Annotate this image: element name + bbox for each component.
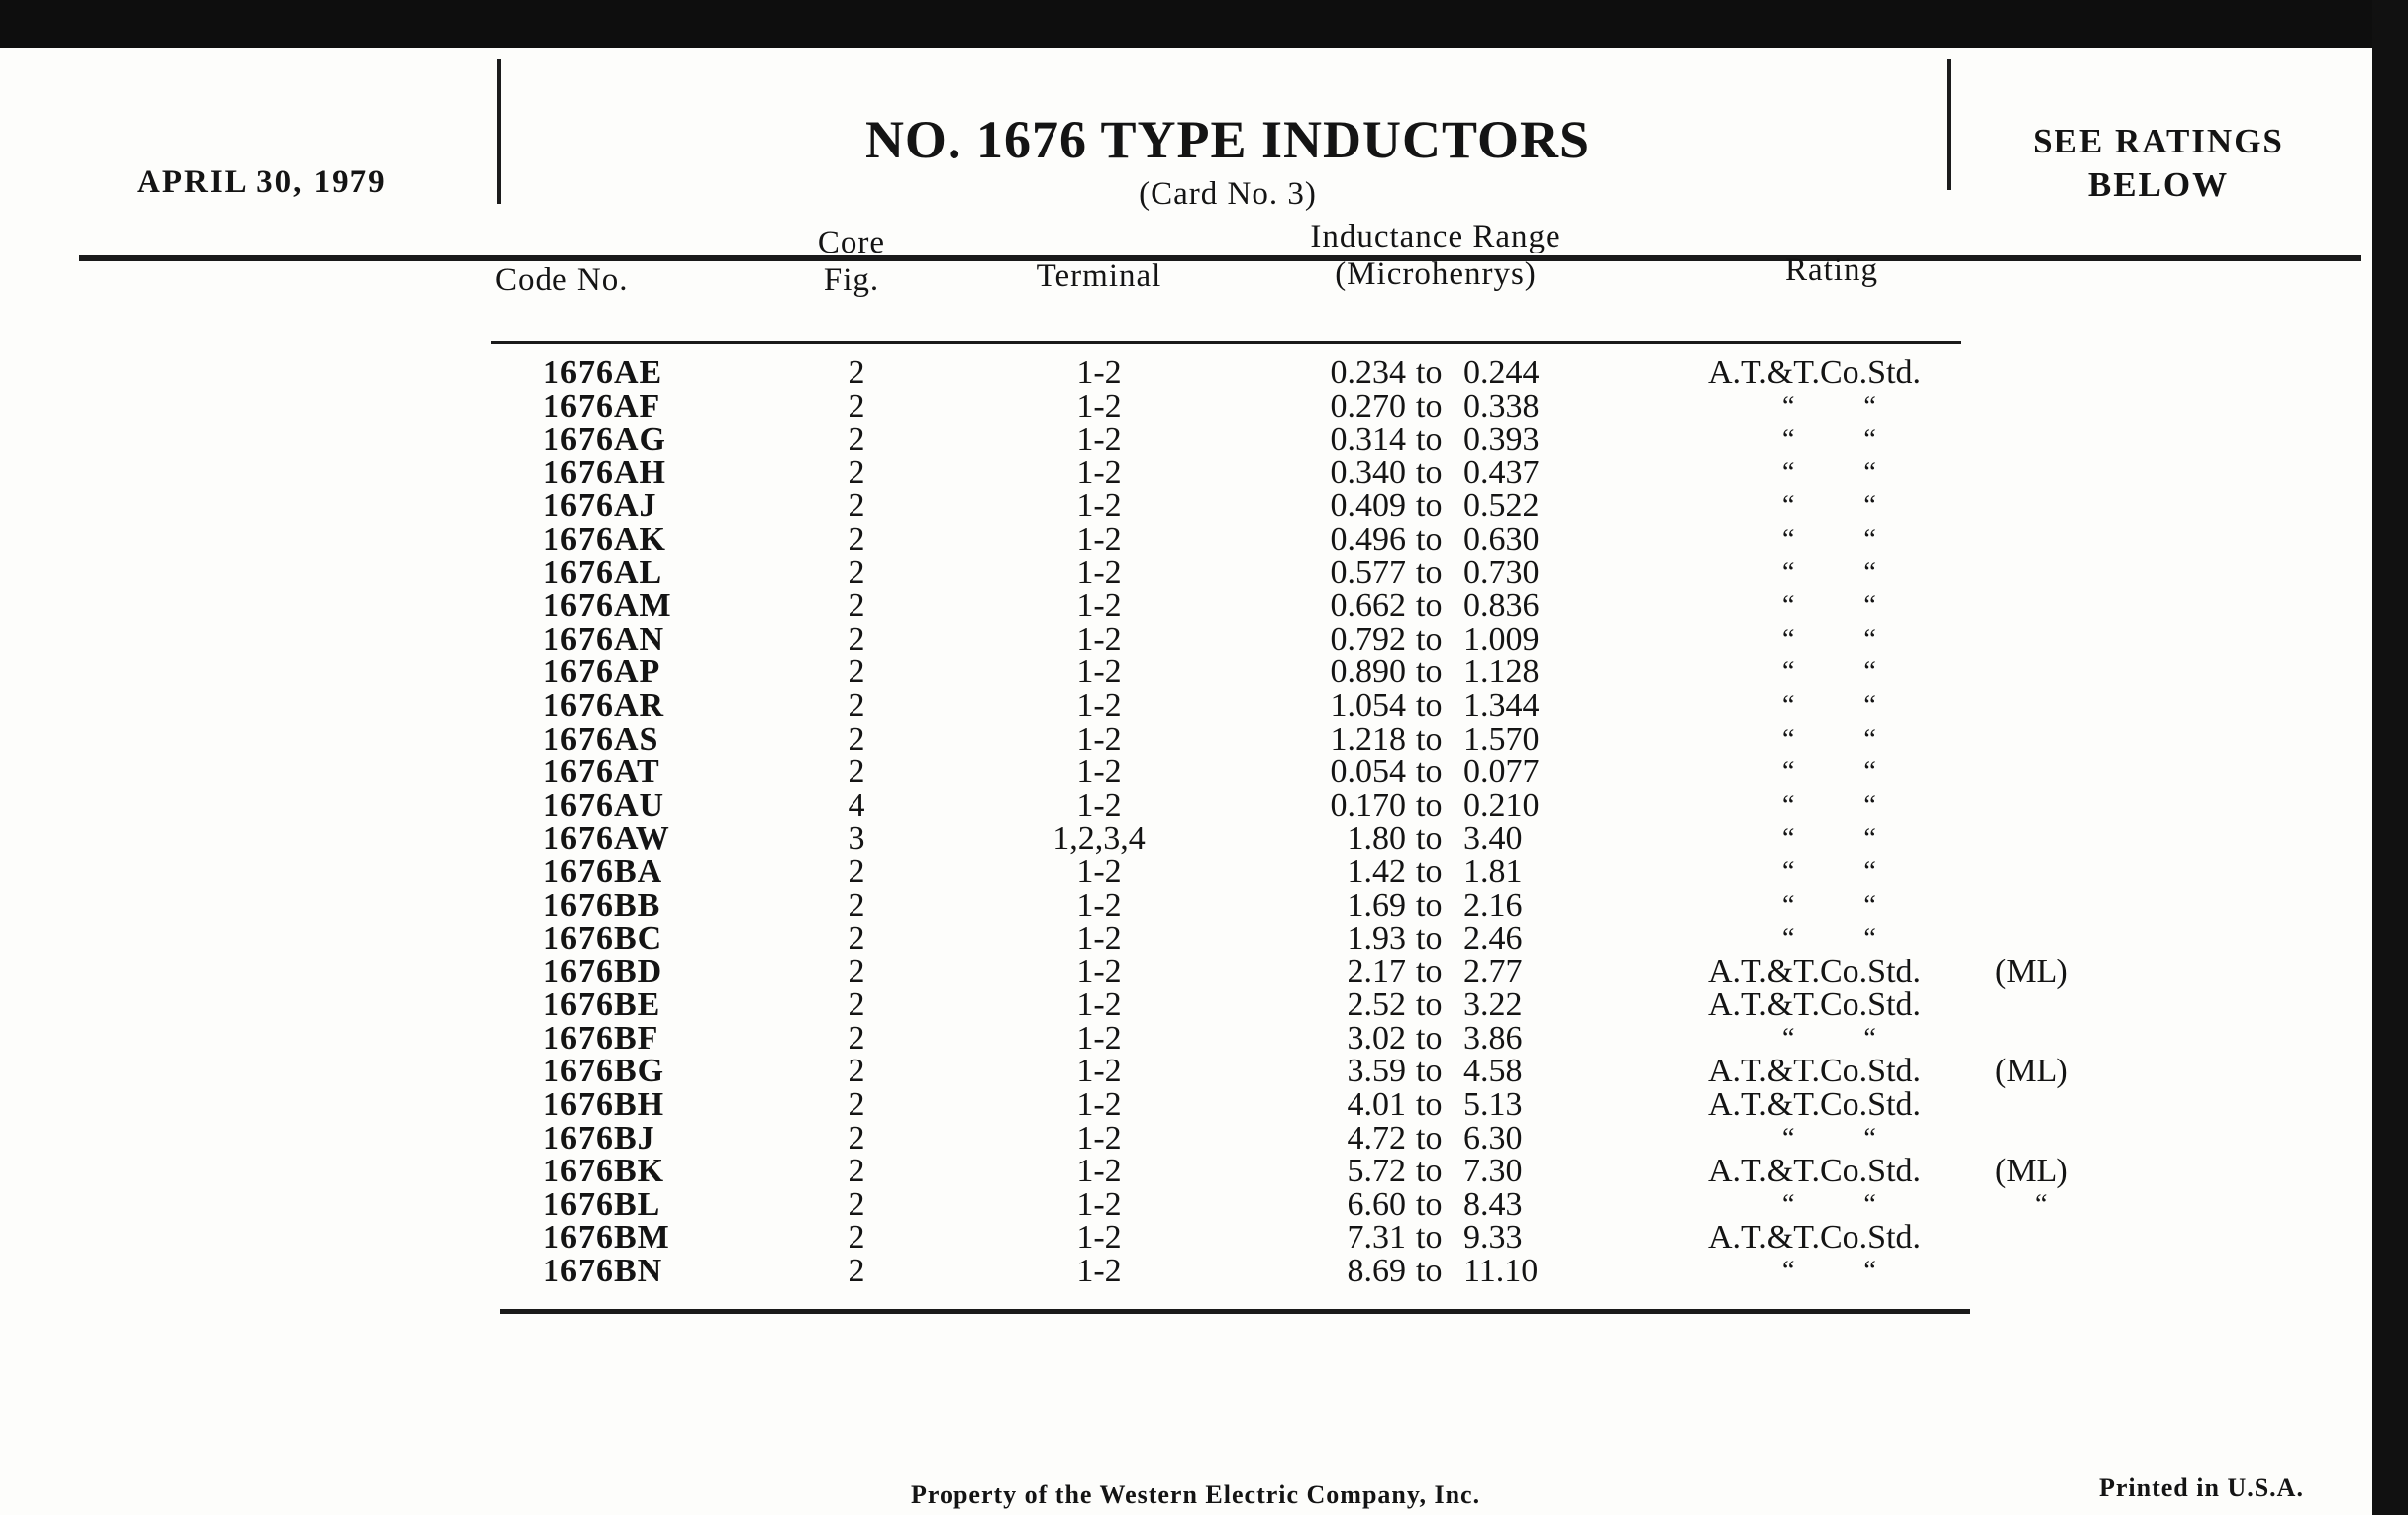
inductance-low-cell: 0.496 [1330,520,1406,557]
rating-cell: A.T.&T.Co.Std. [1708,953,1922,990]
core-fig-cell: 2 [848,953,865,990]
column-header-inductance-line1: Inductance Range [1310,219,1561,254]
table-row [0,387,2372,425]
inductance-to-word: to [1416,1019,1443,1057]
footer-property: Property of the Western Electric Company, Inc. [911,1480,1481,1509]
terminal-cell: 1-2 [1076,720,1122,758]
rating-cell: “ “ [1782,623,1876,655]
table-header-rule [491,341,1961,344]
terminal-cell: 1-2 [1076,853,1122,890]
terminal-cell: 1-2 [1076,1219,1122,1257]
core-fig-cell: 2 [848,1019,865,1057]
rating-cell: “ “ [1782,656,1876,688]
inductance-low-cell: 0.577 [1330,554,1406,591]
inductance-low-cell: 0.409 [1330,487,1406,525]
core-fig-cell: 2 [848,686,865,724]
terminal-cell: 1-2 [1076,986,1122,1024]
code-cell: 1676BF [543,1019,659,1057]
terminal-cell: 1,2,3,4 [1053,820,1146,858]
code-cell: 1676AH [543,454,666,491]
rating-cell: “ “ [1782,523,1876,555]
terminal-cell: 1-2 [1076,1185,1122,1223]
inductance-to-word: to [1416,953,1443,990]
terminal-cell: 1-2 [1076,754,1122,791]
rating-cell: “ “ [1782,1022,1876,1054]
inductance-to-word: to [1416,986,1443,1024]
inductance-high-cell: 2.46 [1463,920,1523,958]
inductance-low-cell: 2.17 [1347,953,1406,990]
inductance-high-cell: 2.77 [1463,953,1523,990]
terminal-cell: 1-2 [1076,886,1122,924]
terminal-cell: 1-2 [1076,1253,1122,1290]
header-divider-right [1947,59,1951,190]
inductance-to-word: to [1416,820,1443,858]
inductance-high-cell: 0.836 [1463,587,1540,625]
terminal-cell: 1-2 [1076,487,1122,525]
rating-cell: “ “ [1782,390,1876,422]
rating-cell: “ “ [1782,923,1876,955]
inductance-high-cell: 9.33 [1463,1219,1523,1257]
core-fig-cell: 2 [848,587,865,625]
inductance-high-cell: 0.210 [1463,786,1540,824]
table-row [0,853,2372,890]
table-row [0,1155,2372,1188]
core-fig-cell: 3 [848,820,865,858]
header-rule [79,255,2361,261]
table-row [0,1119,2372,1157]
column-header-terminal-label: Terminal [1036,258,1162,294]
core-fig-cell: 2 [848,1086,865,1124]
code-cell: 1676AK [543,520,666,557]
table-row [0,589,2372,623]
table-row [0,423,2372,456]
core-fig-cell: 2 [848,454,865,491]
rating-cell: “ “ [1782,723,1876,755]
rating-cell: “ “ [1782,789,1876,821]
rating-cell: A.T.&T.Co.Std. [1708,1053,1922,1090]
inductance-to-word: to [1416,620,1443,657]
terminal-cell: 1-2 [1076,953,1122,990]
inductance-high-cell: 0.244 [1463,354,1540,391]
terminal-cell: 1-2 [1076,1119,1122,1157]
rating-cell: “ “ [1782,556,1876,588]
code-cell: 1676BC [543,920,663,958]
core-fig-cell: 2 [848,720,865,758]
inductance-high-cell: 0.730 [1463,554,1540,591]
terminal-cell: 1-2 [1076,786,1122,824]
terminal-cell: 1-2 [1076,620,1122,657]
inductance-high-cell: 0.077 [1463,754,1540,791]
column-header-code-label: Code No. [495,262,629,298]
table-row [0,886,2372,924]
rating-cell: “ “ [1782,490,1876,522]
core-fig-cell: 2 [848,920,865,958]
rating-cell: A.T.&T.Co.Std. [1708,354,1922,391]
inductance-to-word: to [1416,487,1443,525]
inductance-high-cell: 4.58 [1463,1053,1523,1090]
core-fig-cell: 2 [848,1153,865,1190]
core-fig-cell: 2 [848,1185,865,1223]
code-cell: 1676AP [543,654,661,691]
terminal-cell: 1-2 [1076,520,1122,557]
rating-cell: “ “ [1782,1188,1876,1220]
ratings-note [1956,120,2361,207]
rating-ml-cell: (ML) [1995,1053,2068,1090]
core-fig-cell: 2 [848,853,865,890]
code-cell: 1676AU [543,786,665,824]
inductance-low-cell: 0.054 [1330,754,1406,791]
table-row [0,556,2372,590]
core-fig-cell: 2 [848,654,865,691]
terminal-cell: 1-2 [1076,1153,1122,1190]
core-fig-cell: 2 [848,986,865,1024]
inductance-to-word: to [1416,520,1443,557]
inductance-low-cell: 4.72 [1347,1119,1406,1157]
core-fig-cell: 4 [848,786,865,824]
table-row [0,922,2372,956]
terminal-cell: 1-2 [1076,387,1122,425]
ratings-note-line2: BELOW [2087,165,2230,204]
column-header-code [495,261,693,299]
inductance-high-cell: 3.22 [1463,986,1523,1024]
inductance-to-word: to [1416,1219,1443,1257]
rating-cell: A.T.&T.Co.Std. [1708,1219,1922,1257]
core-fig-cell: 2 [848,886,865,924]
terminal-cell: 1-2 [1076,554,1122,591]
code-cell: 1676BM [543,1219,670,1257]
inductance-low-cell: 0.314 [1330,421,1406,458]
inductance-to-word: to [1416,920,1443,958]
core-fig-cell: 2 [848,520,865,557]
inductance-low-cell: 1.218 [1330,720,1406,758]
inductor-table-body [0,356,2372,1288]
inductance-low-cell: 6.60 [1347,1185,1406,1223]
table-row [0,1185,2372,1223]
terminal-cell: 1-2 [1076,654,1122,691]
terminal-cell: 1-2 [1076,587,1122,625]
inductance-high-cell: 1.81 [1463,853,1523,890]
footer-printed: Printed in U.S.A. [2099,1473,2304,1502]
inductance-high-cell: 3.86 [1463,1019,1523,1057]
code-cell: 1676BB [543,886,661,924]
terminal-cell: 1-2 [1076,421,1122,458]
inductance-high-cell: 8.43 [1463,1185,1523,1223]
inductance-low-cell: 4.01 [1347,1086,1406,1124]
scan-edge [2372,0,2408,1515]
inductance-low-cell: 1.69 [1347,886,1406,924]
inductance-low-cell: 1.42 [1347,853,1406,890]
inductance-low-cell: 5.72 [1347,1153,1406,1190]
inductance-high-cell: 1.344 [1463,686,1540,724]
table-row [0,356,2372,390]
table-row [0,1255,2372,1288]
rating-cell: A.T.&T.Co.Std. [1708,1086,1922,1124]
rating-cell: “ “ [1782,424,1876,455]
rating-cell: “ “ [1782,590,1876,622]
rating-cell: “ “ [1782,823,1876,855]
inductance-low-cell: 1.80 [1347,820,1406,858]
column-header-rating-label: Rating [1785,252,1878,288]
table-row [0,822,2372,856]
code-cell: 1676BH [543,1086,665,1124]
column-header-core-line2: Fig. [823,262,880,298]
inductance-to-word: to [1416,686,1443,724]
table-row [0,620,2372,657]
table-row [0,489,2372,523]
inductance-low-cell: 3.02 [1347,1019,1406,1057]
inductance-to-word: to [1416,654,1443,691]
rating-cell: “ “ [1782,856,1876,887]
rating-cell: “ “ [1782,456,1876,488]
table-bottom-rule [500,1309,1970,1314]
inductance-high-cell: 0.393 [1463,421,1540,458]
column-header-core-line1: Core [817,225,886,260]
inductance-to-word: to [1416,1253,1443,1290]
rating-cell: “ “ [1782,889,1876,921]
inductance-high-cell: 1.570 [1463,720,1540,758]
terminal-cell: 1-2 [1076,1086,1122,1124]
terminal-cell: 1-2 [1076,354,1122,391]
code-cell: 1676BD [543,953,663,990]
core-fig-cell: 2 [848,421,865,458]
table-row [0,686,2372,724]
table-row [0,456,2372,490]
table-row [0,1088,2372,1122]
code-cell: 1676BG [543,1053,665,1090]
document-title-block [505,109,1951,213]
inductance-low-cell: 3.59 [1347,1053,1406,1090]
ratings-note-line1: SEE RATINGS [2033,122,2284,160]
column-header-core [787,224,916,299]
inductance-to-word: to [1416,720,1443,758]
inductance-to-word: to [1416,554,1443,591]
rating-cell: A.T.&T.Co.Std. [1708,1153,1922,1190]
inductance-high-cell: 11.10 [1463,1253,1539,1290]
column-header-inductance [1238,218,1634,293]
inductance-low-cell: 2.52 [1347,986,1406,1024]
code-cell: 1676AJ [543,487,657,525]
header-divider-left [497,59,501,204]
inductance-high-cell: 6.30 [1463,1119,1523,1157]
code-cell: 1676AL [543,554,663,591]
core-fig-cell: 2 [848,754,865,791]
code-cell: 1676AG [543,421,666,458]
inductance-to-word: to [1416,1119,1443,1157]
inductance-low-cell: 0.234 [1330,354,1406,391]
table-row [0,953,2372,990]
rating-ml-cell: (ML) [1995,1153,2068,1190]
rating-cell: A.T.&T.Co.Std. [1708,986,1922,1024]
inductance-to-word: to [1416,1053,1443,1090]
inductance-to-word: to [1416,1153,1443,1190]
rating-cell: “ “ [1782,757,1876,788]
table-row [0,720,2372,758]
inductance-low-cell: 0.890 [1330,654,1406,691]
inductance-to-word: to [1416,754,1443,791]
terminal-cell: 1-2 [1076,1053,1122,1090]
inductance-to-word: to [1416,1086,1443,1124]
inductance-high-cell: 3.40 [1463,820,1523,858]
inductance-low-cell: 0.270 [1330,387,1406,425]
core-fig-cell: 2 [848,1119,865,1157]
core-fig-cell: 2 [848,554,865,591]
code-cell: 1676BL [543,1185,661,1223]
inductance-to-word: to [1416,354,1443,391]
column-header-rating [1703,252,1960,289]
code-cell: 1676AT [543,754,660,791]
inductance-high-cell: 7.30 [1463,1153,1523,1190]
table-row [0,1221,2372,1255]
column-header-terminal [980,257,1218,295]
core-fig-cell: 2 [848,354,865,391]
inductance-high-cell: 0.522 [1463,487,1540,525]
code-cell: 1676AM [543,587,672,625]
table-row [0,656,2372,689]
inductance-low-cell: 1.93 [1347,920,1406,958]
table-row [0,786,2372,824]
core-fig-cell: 2 [848,620,865,657]
rating-cell: “ “ [1782,689,1876,721]
table-row [0,988,2372,1022]
core-fig-cell: 2 [848,1253,865,1290]
terminal-cell: 1-2 [1076,686,1122,724]
inductance-low-cell: 0.340 [1330,454,1406,491]
inductance-to-word: to [1416,421,1443,458]
core-fig-cell: 2 [848,1219,865,1257]
code-cell: 1676AE [543,354,663,391]
inductance-to-word: to [1416,587,1443,625]
table-row [0,1055,2372,1088]
code-cell: 1676BJ [543,1119,655,1157]
document-date: APRIL 30, 1979 [137,164,387,200]
inductance-high-cell: 0.437 [1463,454,1540,491]
inductance-high-cell: 0.338 [1463,387,1540,425]
document-title: NO. 1676 TYPE INDUCTORS [864,110,1591,169]
inductance-high-cell: 5.13 [1463,1086,1523,1124]
inductance-high-cell: 0.630 [1463,520,1540,557]
core-fig-cell: 2 [848,387,865,425]
code-cell: 1676BN [543,1253,663,1290]
document-card [0,48,2372,1515]
terminal-cell: 1-2 [1076,920,1122,958]
column-header-inductance-line2: (Microhenrys) [1335,256,1537,292]
inductance-low-cell: 1.054 [1330,686,1406,724]
core-fig-cell: 2 [848,487,865,525]
table-row [0,520,2372,557]
code-cell: 1676BE [543,986,661,1024]
code-cell: 1676AF [543,387,661,425]
table-row [0,1019,2372,1057]
inductance-to-word: to [1416,786,1443,824]
code-cell: 1676AR [543,686,665,724]
inductance-to-word: to [1416,1185,1443,1223]
inductance-to-word: to [1416,886,1443,924]
rating-cell: “ “ [1782,1122,1876,1154]
inductance-to-word: to [1416,387,1443,425]
inductance-low-cell: 7.31 [1347,1219,1406,1257]
inductance-to-word: to [1416,454,1443,491]
code-cell: 1676BK [543,1153,665,1190]
inductance-high-cell: 2.16 [1463,886,1523,924]
rating-ml-cell: “ [2035,1188,2048,1220]
terminal-cell: 1-2 [1076,1019,1122,1057]
inductance-to-word: to [1416,853,1443,890]
card-number: (Card No. 3) [1139,176,1317,212]
inductance-low-cell: 0.792 [1330,620,1406,657]
inductance-low-cell: 0.170 [1330,786,1406,824]
inductance-high-cell: 1.009 [1463,620,1540,657]
core-fig-cell: 2 [848,1053,865,1090]
rating-cell: “ “ [1782,1256,1876,1287]
code-cell: 1676AN [543,620,665,657]
terminal-cell: 1-2 [1076,454,1122,491]
code-cell: 1676AW [543,820,670,858]
inductance-low-cell: 0.662 [1330,587,1406,625]
code-cell: 1676AS [543,720,659,758]
inductance-low-cell: 8.69 [1347,1253,1406,1290]
inductance-high-cell: 1.128 [1463,654,1540,691]
code-cell: 1676BA [543,853,663,890]
table-row [0,756,2372,789]
rating-ml-cell: (ML) [1995,953,2068,990]
